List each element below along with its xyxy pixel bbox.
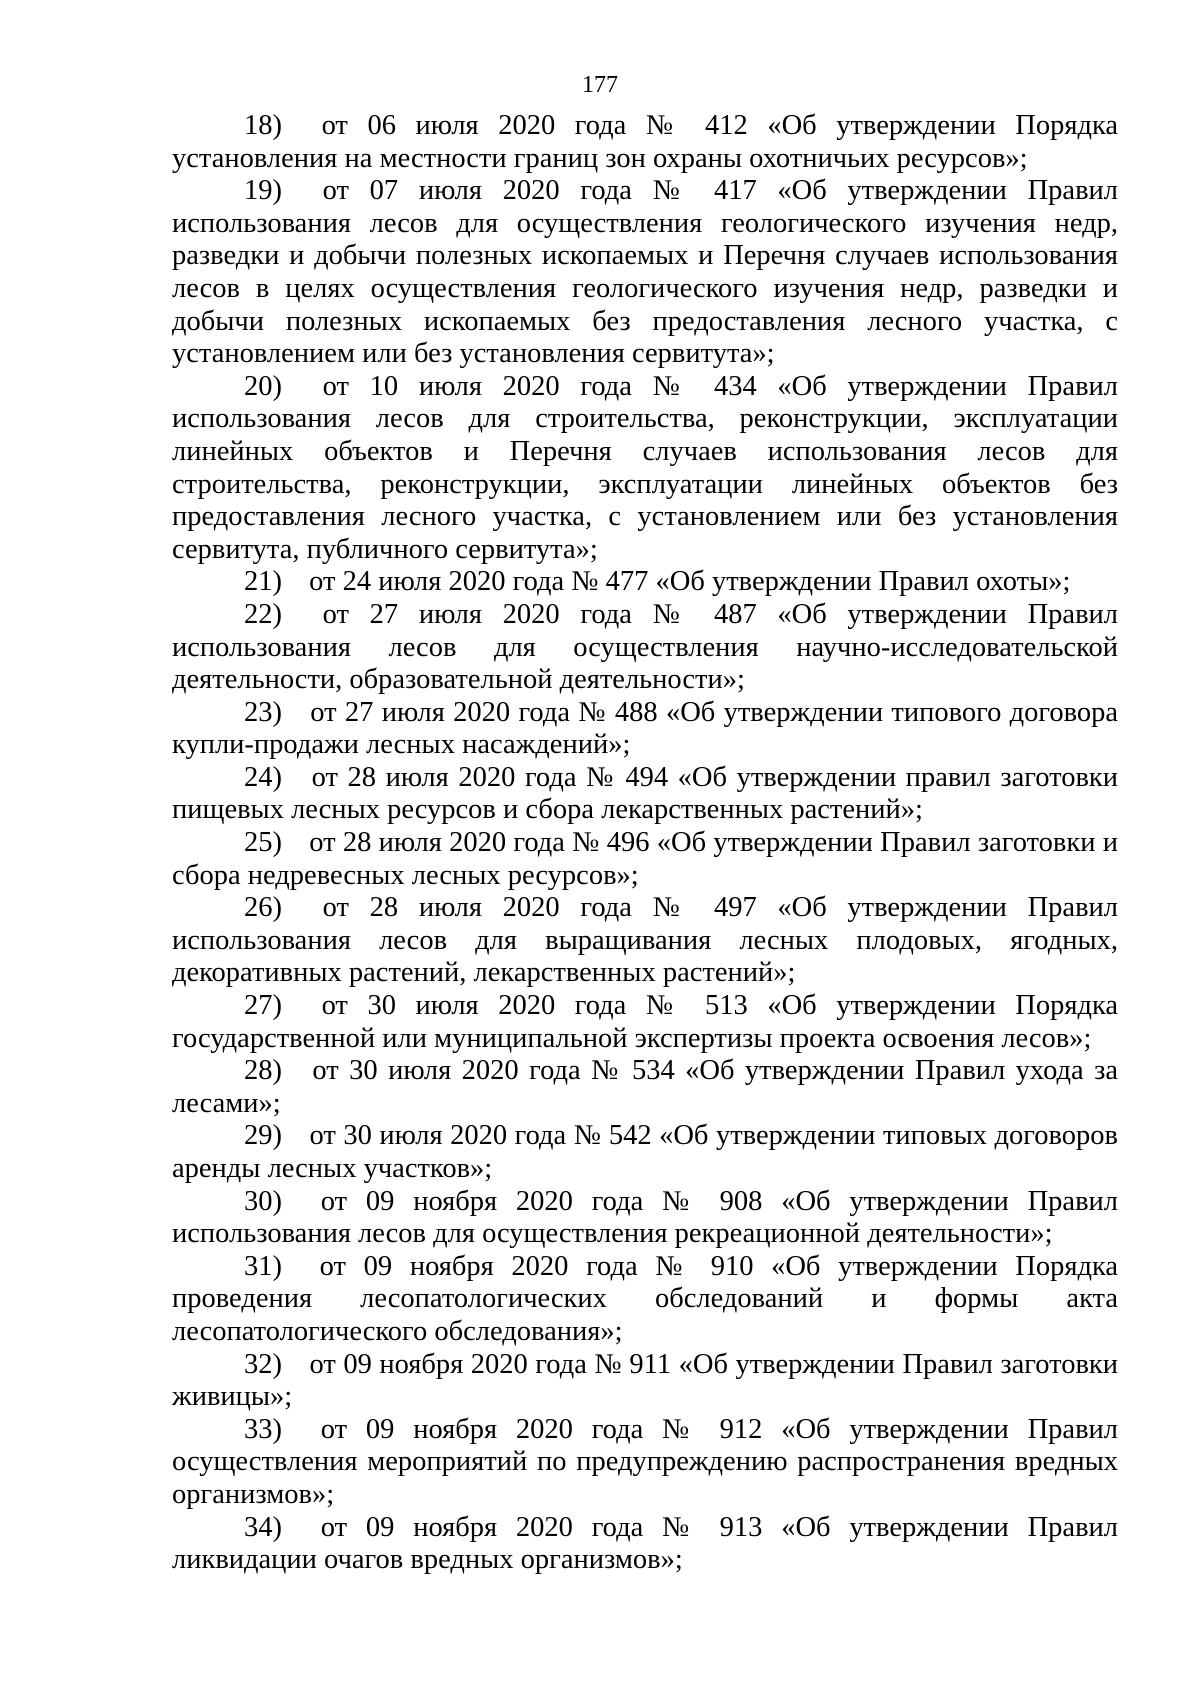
list-item	[172, 599, 1118, 697]
item-text: от 09 ноября 2020 года № 911 «Об утверждении Правил заготовки живицы»;	[172, 1348, 1119, 1413]
item-text: от 09 ноября 2020 года № 912 «Об утверждении Правил осуществления мероприятий по предупреждению распространения вредных организмов»;	[172, 1413, 1119, 1510]
item-number: 32)	[244, 1348, 282, 1380]
list-item	[172, 175, 1118, 371]
item-text: от 27 июля 2020 года № 488 «Об утверждении типового договора купли-продажи лесных насаждений»;	[172, 696, 1118, 761]
list-item	[172, 1512, 1118, 1577]
item-text: от 28 июля 2020 года № 496 «Об утверждении Правил заготовки и сбора недревесных лесных ресурсов»;	[172, 827, 1119, 891]
list-item	[172, 1186, 1118, 1251]
item-text: от 06 июля 2020 года № 412 «Об утверждении Порядка установления на местности границ зон охраны охотничьих ресурсов»;	[172, 110, 1119, 174]
list-item	[172, 892, 1118, 990]
item-text: от 30 июля 2020 года № 513 «Об утверждении Порядка государственной или муниципальной экспертизы проекта освоения лесов»;	[172, 990, 1119, 1054]
item-text: от 09 ноября 2020 года № 908 «Об утверждении Правил использования лесов для осуществления рекреационной деятельности»;	[172, 1185, 1119, 1250]
item-text: от 30 июля 2020 года № 542 «Об утверждении типовых договоров аренды лесных участков»;	[172, 1120, 1118, 1184]
item-text: от 28 июля 2020 года № 497 «Об утверждении Правил использования лесов для выращивания лесных плодовых, ягодных, декоративных растений, лекарственных растений»;	[172, 892, 1118, 989]
list-item	[172, 566, 1118, 599]
list-item	[172, 1251, 1118, 1349]
item-number: 25)	[244, 827, 282, 859]
item-number: 31)	[244, 1250, 282, 1282]
list-item	[172, 1055, 1118, 1120]
item-number: 22)	[244, 598, 282, 630]
list-item	[172, 1414, 1118, 1512]
item-text: от 28 июля 2020 года № 494 «Об утверждении правил заготовки пищевых лесных ресурсов и сбора лекарственных растений»;	[172, 761, 1119, 826]
item-number: 34)	[244, 1511, 282, 1543]
item-text: от 07 июля 2020 года № 417 «Об утверждении Правил использования лесов для осуществления геологического изучения недр, разведки и добычи полезных ископаемых и Перечня случаев использования лесов в целях осуществления геологического изучения недр, разведки и добычи полезных ископаемых без предоставления лесного участка, с установлением или без установления сервитута»;	[172, 175, 1118, 370]
item-number: 30)	[244, 1185, 282, 1217]
page-number: 177	[582, 72, 618, 98]
item-number: 21)	[244, 566, 282, 598]
list-item	[172, 827, 1118, 892]
item-text: от 10 июля 2020 года № 434 «Об утверждении Правил использования лесов для строительства, реконструкции, эксплуатации линейных объектов и Перечня случаев использования лесов для строительства, реконструкции, эксплуатации линейных объектов без предоставления лесного участка, с установлением или без установления сервитута, публичного сервитута»;	[172, 370, 1118, 565]
list-item	[172, 1120, 1118, 1185]
item-number: 19)	[244, 175, 282, 207]
item-text: от 30 июля 2020 года № 534 «Об утверждении Правил ухода за лесами»;	[172, 1055, 1118, 1119]
list-item	[172, 1349, 1118, 1414]
item-text: от 27 июля 2020 года № 487 «Об утверждении Правил использования лесов для осуществления научно-исследовательской деятельности, образовательной деятельности»;	[172, 598, 1118, 696]
list-item	[172, 762, 1118, 827]
item-text: от 09 ноября 2020 года № 910 «Об утверждении Порядка проведения лесопатологических обследований и формы акта лесопатологического обследования»;	[172, 1250, 1119, 1347]
list-item	[172, 697, 1118, 762]
item-text: от 24 июля 2020 года № 477 «Об утверждении Правил охоты»;	[309, 566, 1071, 598]
item-number: 20)	[244, 370, 282, 402]
document-body	[172, 110, 1118, 1577]
list-item	[172, 110, 1118, 175]
item-text: от 09 ноября 2020 года № 913 «Об утверждении Правил ликвидации очагов вредных организмов»;	[172, 1511, 1119, 1576]
item-number: 33)	[244, 1413, 282, 1445]
item-number: 29)	[244, 1120, 282, 1152]
item-number: 28)	[244, 1055, 282, 1087]
list-item	[172, 371, 1118, 567]
item-number: 23)	[244, 696, 282, 728]
item-number: 26)	[244, 892, 282, 924]
list-item	[172, 990, 1118, 1055]
item-number: 27)	[244, 990, 282, 1022]
item-number: 18)	[244, 110, 282, 141]
item-number: 24)	[244, 761, 282, 793]
